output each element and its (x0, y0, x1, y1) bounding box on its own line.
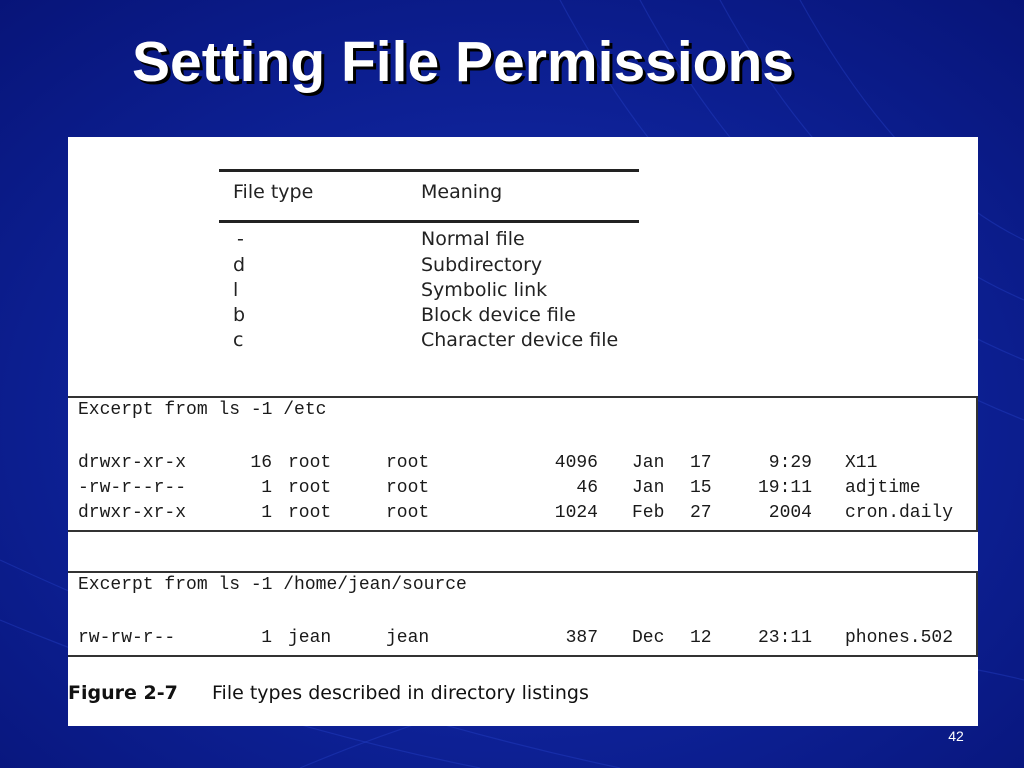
header-file-type: File type (233, 181, 314, 203)
file-type-code: - (237, 228, 244, 250)
table-row (219, 228, 639, 253)
perm: -rw-r--r-- (78, 478, 187, 498)
file-type-meaning: Symbolic link (421, 279, 548, 301)
day: 27 (690, 503, 712, 523)
size: 387 (565, 628, 598, 648)
size: 46 (576, 478, 598, 498)
slide-title: Setting File Permissions (132, 30, 795, 94)
file-type-meaning: Character device file (421, 329, 619, 351)
listing-row (68, 628, 976, 652)
size: 1024 (554, 503, 598, 523)
listing-source-header: Excerpt from ls -1 /home/jean/source (78, 575, 467, 595)
table-header-rule (219, 220, 639, 223)
time: 9:29 (768, 453, 812, 473)
figure-caption-text: File types described in directory listings (212, 682, 589, 704)
links: 1 (261, 503, 272, 523)
file-type-code: l (233, 279, 239, 301)
day: 17 (690, 453, 712, 473)
owner: root (288, 478, 332, 498)
time: 19:11 (757, 478, 812, 498)
listing-row (68, 478, 976, 502)
table-row (219, 304, 639, 329)
file-type-meaning: Block device file (421, 304, 576, 326)
size: 4096 (554, 453, 598, 473)
table-header-row (219, 181, 639, 207)
table-row (219, 279, 639, 304)
owner: jean (288, 628, 332, 648)
file-type-code: b (233, 304, 246, 326)
day: 12 (690, 628, 712, 648)
listing-etc-header: Excerpt from ls -1 /etc (78, 400, 327, 420)
owner: root (288, 453, 332, 473)
perm: drwxr-xr-x (78, 453, 187, 473)
group: root (386, 453, 430, 473)
links: 1 (261, 478, 272, 498)
table-row (219, 254, 639, 279)
owner: root (288, 503, 332, 523)
listing-source-box (68, 571, 978, 657)
perm: drwxr-xr-x (78, 503, 187, 523)
file-type-code: d (233, 254, 246, 276)
filename: phones.502 (845, 628, 954, 648)
links: 1 (261, 628, 272, 648)
group: root (386, 478, 430, 498)
links: 16 (250, 453, 272, 473)
perm: rw-rw-r-- (78, 628, 176, 648)
month: Feb (632, 503, 665, 523)
figure-label: Figure 2-7 (68, 682, 178, 704)
time: 2004 (768, 503, 812, 523)
listing-etc-box (68, 396, 978, 532)
filename: cron.daily (845, 503, 954, 523)
filename: adjtime (845, 478, 921, 498)
listing-row (68, 503, 976, 527)
file-type-meaning: Normal file (421, 228, 525, 250)
header-meaning: Meaning (421, 181, 503, 203)
listing-row (68, 453, 976, 477)
file-type-meaning: Subdirectory (421, 254, 543, 276)
table-top-rule (219, 169, 639, 172)
month: Dec (632, 628, 665, 648)
file-type-code: c (233, 329, 244, 351)
filename: X11 (845, 453, 878, 473)
figure-panel (68, 137, 978, 726)
group: jean (386, 628, 430, 648)
time: 23:11 (757, 628, 812, 648)
month: Jan (632, 478, 665, 498)
month: Jan (632, 453, 665, 473)
group: root (386, 503, 430, 523)
table-row (219, 329, 639, 354)
page-number: 42 (948, 728, 964, 744)
day: 15 (690, 478, 712, 498)
